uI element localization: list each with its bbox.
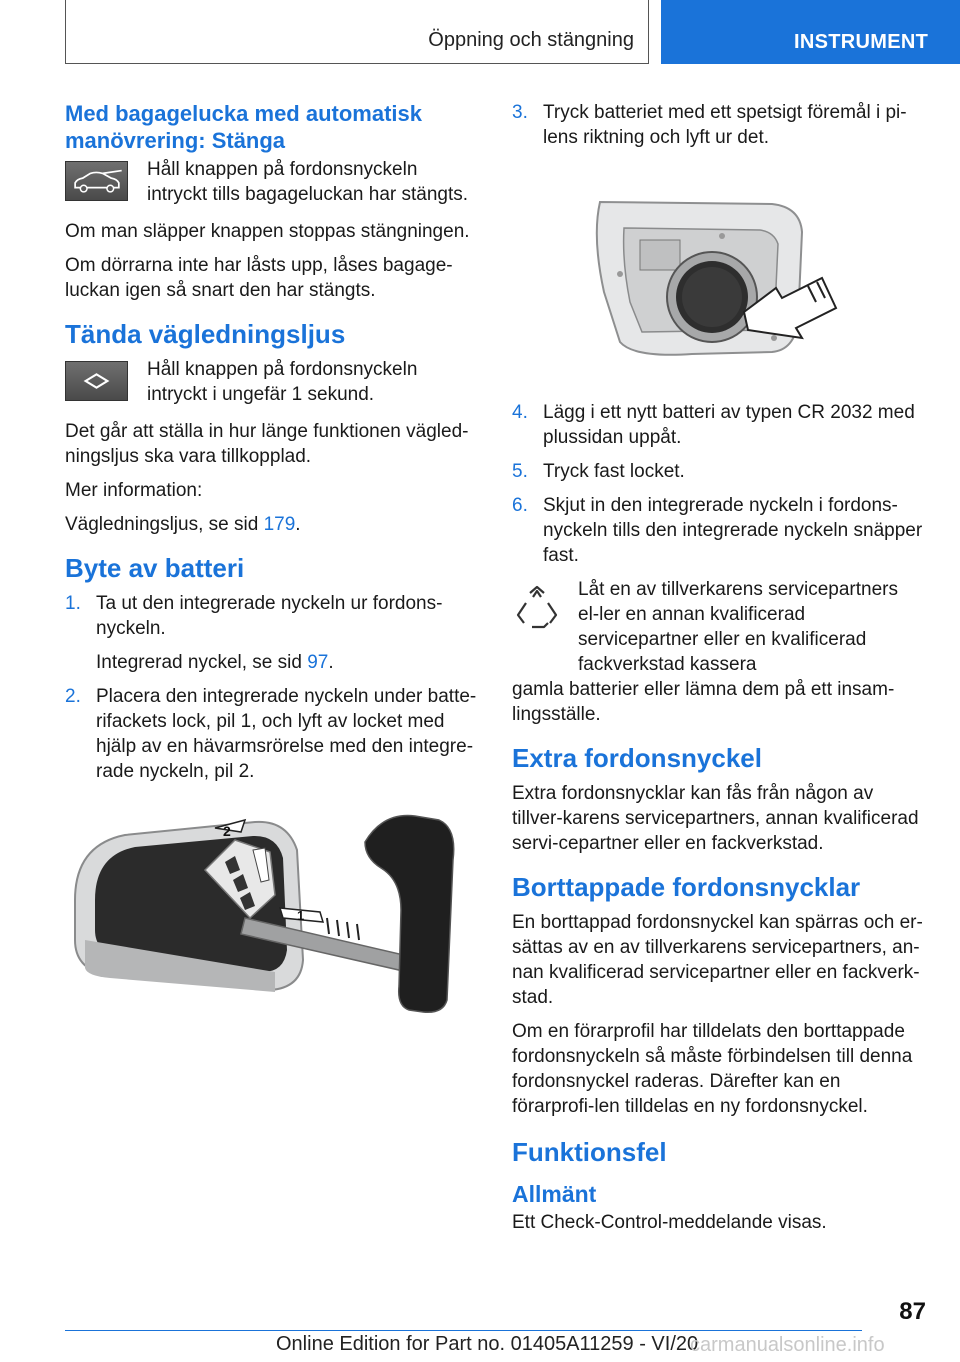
battery-step-4 xyxy=(512,400,924,450)
battery-step-5 xyxy=(512,459,924,484)
battery-step-2 xyxy=(65,684,480,784)
recycling-note xyxy=(512,577,924,677)
header-chapter-tab[interactable]: INSTRUMENT xyxy=(661,0,960,64)
tailgate-hold-text: Håll knappen på fordonsnyckeln intryckt tills bagageluckan har stängts. xyxy=(147,159,469,205)
step-text: Tryck fast locket. xyxy=(543,461,685,482)
step-number: 2. xyxy=(65,686,81,707)
tailgate-release-text: Om man släpper knappen stoppas stängningen. xyxy=(65,221,470,242)
step-text: Lägg i ett nytt batteri av typen CR 2032 med plussidan uppåt. xyxy=(543,402,915,448)
heading-battery-change: Byte av batteri xyxy=(65,553,245,583)
step-number: 6. xyxy=(512,495,528,516)
heading-lost-keys: Borttappade fordonsnycklar xyxy=(512,872,861,902)
step-text: Placera den integrerade nyckeln under batte-rifackets lock, pil 1, och lyft av locket med hjälp av en hävarmsrörelse med den integre-rade nyckeln, pil 2. xyxy=(96,686,477,782)
step-number: 4. xyxy=(512,402,528,423)
step-number: 5. xyxy=(512,461,528,482)
tailgate-relock-text: Om dörrarna inte har låsts upp, låses bagage-luckan igen så snart den har stängts. xyxy=(65,255,453,301)
figure-arrow-label-1: 1 xyxy=(297,908,305,923)
header-section-title: Öppning och stängning xyxy=(428,29,634,51)
left-column xyxy=(65,100,480,1020)
guide-light-setting-text: Det går att ställa in hur länge funktionen vägled-ningsljus ska vara tillkopplad. xyxy=(65,421,469,467)
step-number: 1. xyxy=(65,593,81,614)
step-text: Tryck batteriet med ett spetsigt föremål i pi-lens riktning och lyft ur det. xyxy=(543,102,907,148)
guide-light-icon xyxy=(65,361,128,401)
more-info-label: Mer information: xyxy=(65,480,203,501)
battery-compartment-illustration xyxy=(512,162,924,382)
car-tailgate-icon xyxy=(65,161,128,201)
edition-text: Online Edition for Part no. 01405A11259 - VI/20 xyxy=(276,1333,699,1355)
heading-guide-light: Tända vägledningsljus xyxy=(65,319,346,349)
tailgate-instruction xyxy=(65,157,480,207)
guide-light-reference: Vägledningsljus, se sid 179. xyxy=(65,514,301,535)
recycling-note-text: Låt en av tillverkarens servicepartners el-ler en annan kvalificerad servicepartner eller en kvalificerad fackverkstad kassera xyxy=(578,579,898,675)
watermark-text: carmanualsonline.info xyxy=(690,1334,885,1356)
heading-tailgate-close: Med bagagelucka med automatisk manövrering: Stänga xyxy=(65,101,422,153)
integrated-key-page-link[interactable]: 97 xyxy=(307,652,329,673)
right-column xyxy=(512,100,924,1244)
recycling-note-continued: gamla batterier eller lämna dem på ett insam-lingsställe. xyxy=(512,679,895,725)
key-fob-removal-illustration xyxy=(65,800,480,1020)
battery-step-1 xyxy=(65,591,480,675)
step-text: Ta ut den integrerade nyckeln ur fordons-nyckeln. xyxy=(96,593,443,639)
battery-step-3 xyxy=(512,100,924,150)
lost-keys-text-2: Om en förarprofil har tilldelats den borttappade fordonsnyckeln så måste förbindelsen till denna fordonsnyckel raderas. Därefter kan en förarprofi-len tilldelas en ny fordonsnyckel. xyxy=(512,1021,913,1117)
recycle-icon xyxy=(512,583,562,633)
heading-extra-key: Extra fordonsnyckel xyxy=(512,743,762,773)
guide-light-page-link[interactable]: 179 xyxy=(263,514,296,535)
extra-key-text: Extra fordonsnycklar kan fås från någon av tillver-karens servicepartners, annan kvalificerad servi-cepartner eller en fackverkstad. xyxy=(512,783,919,854)
general-text: Ett Check-Control-meddelande visas. xyxy=(512,1212,827,1233)
guide-light-instruction xyxy=(65,357,480,407)
step-text: Skjut in den integrerade nyckeln i fordons-nyckeln tills den integrerade nyckeln snäpper fast. xyxy=(543,495,923,566)
heading-malfunction: Funktionsfel xyxy=(512,1137,667,1167)
heading-general: Allmänt xyxy=(512,1181,597,1207)
step-number: 3. xyxy=(512,102,528,123)
battery-step-6 xyxy=(512,493,924,568)
lost-keys-text-1: En borttappad fordonsnyckel kan spärras och er-sättas av en av tillverkarens servicepartners, an-nan kvalificerad servicepartner eller en fackverk-stad. xyxy=(512,912,923,1008)
page-number: 87 xyxy=(899,1298,926,1325)
figure-arrow-label-2: 2 xyxy=(223,823,231,839)
footer-rule xyxy=(65,1330,862,1331)
guide-light-hold-text: Håll knappen på fordonsnyckeln intryckt i ungefär 1 sekund. xyxy=(147,359,418,405)
page-footer xyxy=(0,1292,960,1362)
integrated-key-reference: Integrerad nyckel, se sid 97. xyxy=(96,652,334,673)
